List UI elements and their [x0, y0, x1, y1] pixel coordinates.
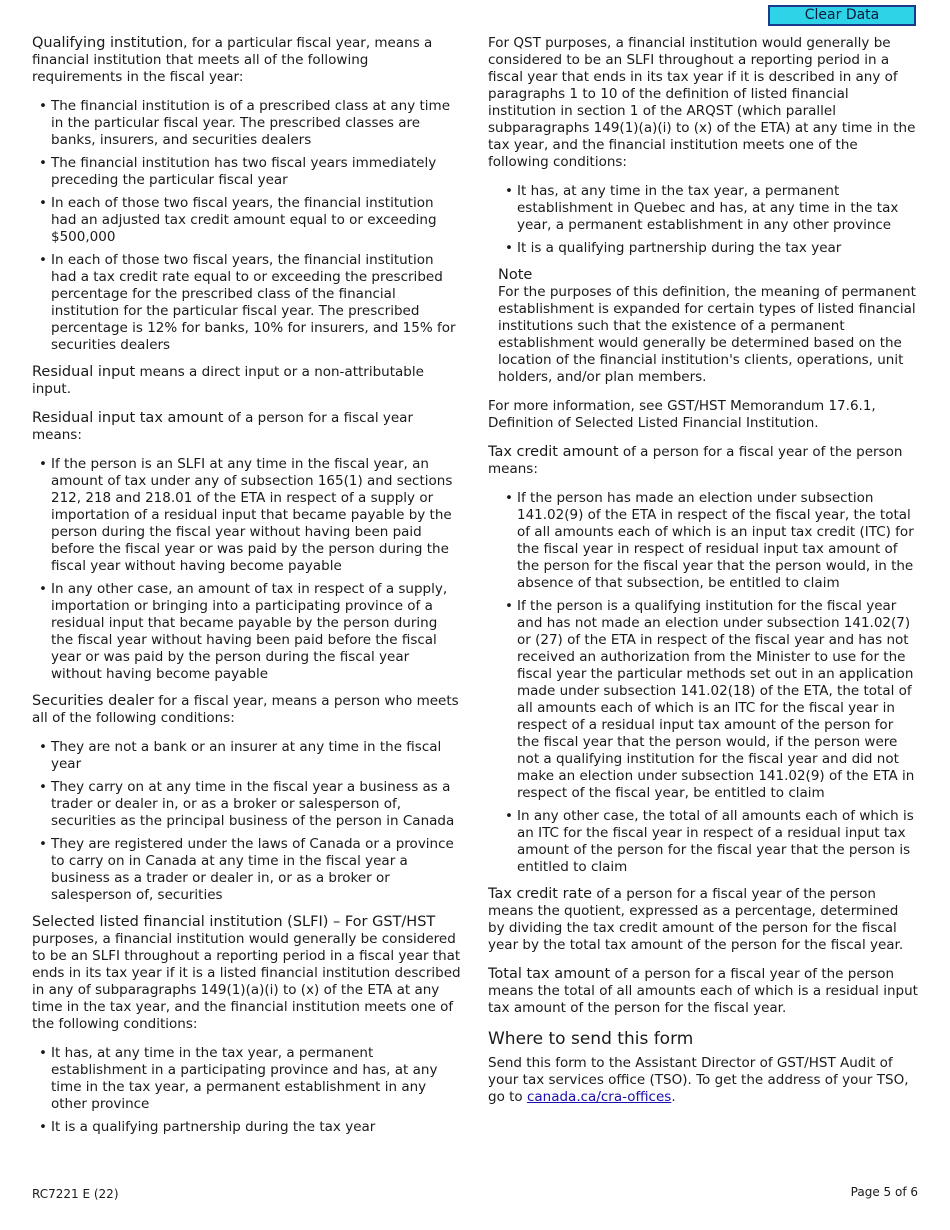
- term: Residual input: [32, 364, 136, 380]
- term: Residual input tax amount: [32, 410, 224, 426]
- list-item: • If the person is a qualifying institution for the fiscal year and has not made an election under subsection 141.02(7) or (27) of the ETA in respect of the fiscal year and has not received an authorization from the Minister to use for the fiscal year the particular methods set out in an application made under subsection 141.02(18) of the ETA, the total of all amounts each of which is an ITC for the fiscal year in respect of a residual input tax amount of the person for the fiscal year that the person would, if the person were not a qualifying institution for the fiscal year and did not make an election under subsection 141.02(9) of the ETA in respect of the fiscal year, be entitled to claim: [505, 598, 915, 801]
- residual-input-tax-definition: Residual input tax amount of a person for a fiscal year means:: [32, 410, 414, 443]
- term: Securities dealer: [32, 693, 154, 709]
- term: Total tax amount: [488, 966, 611, 982]
- slfi-list: [32, 1045, 462, 1136]
- where-to-send-text: Send this form to the Assistant Director of GST/HST Audit of your tax services office (TSO). To get the address of your TSO, go to canada.ca/cra-offices.: [488, 1055, 909, 1105]
- note-text: For the purposes of this definition, the meaning of permanent establishment is expanded for certain types of listed financial institutions such that the existence of a permanent establishment would generally be determined based on the location of the financial institution's clients, operations, unit holders, and/or plan members.: [498, 284, 916, 385]
- left-column: [32, 35, 462, 1146]
- list-item: • In each of those two fiscal years, the financial institution had an adjusted tax credit amount equal to or exceeding $500,000: [39, 195, 437, 245]
- list-item: • If the person is an SLFI at any time in the fiscal year, an amount of tax under any of subsection 165(1) and sections 212, 218 and 218.01 of the ETA in respect of a supply or importation of a residual input that became payable by the person during the fiscal year without having been paid before the fiscal year or was paid by the person during the fiscal year without having become payable: [39, 456, 453, 574]
- right-column: [488, 35, 918, 1118]
- securities-dealer-list: [32, 739, 462, 904]
- list-item: • They are registered under the laws of Canada or a province to carry on in Canada at any time in the fiscal year a business as a trader or dealer in, or as a broker or salesperson of, securities: [39, 836, 454, 903]
- clear-data-button[interactable]: Clear Data: [768, 5, 916, 26]
- list-item: • It has, at any time in the tax year, a permanent establishment in a participating province and has, at any time in the tax year, a permanent establishment in any other province: [39, 1045, 438, 1112]
- list-item: • In any other case, an amount of tax in respect of a supply, importation or bringing into a participating province of a residual input that became payable by the person during the fiscal year without having been paid before the fiscal year or was paid by the person during the fiscal year without having become payable: [39, 581, 448, 682]
- tax-credit-amount-definition: Tax credit amount of a person for a fiscal year of the person means:: [488, 444, 903, 477]
- slfi-definition: Selected listed financial institution (SLFI) – For GST/HST purposes, a financial institution would generally be considered to be an SLFI throughout a reporting period in a fiscal year that ends in its tax year if it is a listed financial institution described in any of subparagraphs 149(1)(a)(i) to (x) of the ETA at any time in the tax year, and the financial institution meets one of the following conditions:: [32, 914, 461, 1032]
- tax-credit-amount-list: [488, 490, 918, 876]
- list-item: • They carry on at any time in the fiscal year a business as a trader or dealer in, or as a broker or salesperson of, securities as the principal business of the person in Canada: [39, 779, 455, 829]
- where-to-send-heading: Where to send this form: [488, 1029, 694, 1049]
- securities-dealer-definition: Securities dealer for a fiscal year, means a person who meets all of the following conditions:: [32, 693, 459, 726]
- form-id: RC7221 E (22): [32, 1187, 119, 1201]
- list-item: • The financial institution is of a prescribed class at any time in the particular fiscal year. The prescribed classes are banks, insurers, and securities dealers: [39, 98, 450, 148]
- term: Selected listed financial institution (SLFI) – For GST/HST: [32, 914, 436, 930]
- residual-input-definition: Residual input means a direct input or a non-attributable input.: [32, 364, 424, 397]
- page-number: Page 5 of 6: [850, 1185, 918, 1199]
- list-item: • It is a qualifying partnership during the tax year: [39, 1119, 376, 1135]
- list-item: • It has, at any time in the tax year, a permanent establishment in Quebec and has, at any time in the tax year, a permanent establishment in any other province: [505, 183, 899, 233]
- list-item: • If the person has made an election under subsection 141.02(9) of the ETA in respect of the fiscal year, the total of all amounts each of which is an input tax credit (ITC) for the fiscal year in respect of residual input tax amount of the person for the fiscal year that the person would, in the absence of that subsection, be entitled to claim: [505, 490, 914, 591]
- list-item: • They are not a bank or an insurer at any time in the fiscal year: [39, 739, 442, 772]
- qst-paragraph: For QST purposes, a financial institution would generally be considered to be an SLFI throughout a reporting period in a fiscal year that ends in its tax year if it is described in any of paragraphs 1 to 10 of the definition of listed financial institution in section 1 of the ARQST (which parallel subparagraphs 149(1)(a)(i) to (x) of the ETA) at any time in the tax year, and the financial institution meets one of the following conditions:: [488, 35, 916, 170]
- residual-input-tax-list: [32, 456, 462, 683]
- list-item: • The financial institution has two fiscal years immediately preceding the particular fiscal year: [39, 155, 437, 188]
- term: Qualifying institution: [32, 35, 184, 51]
- list-item: • It is a qualifying partnership during the tax year: [505, 240, 842, 256]
- more-info-paragraph: For more information, see GST/HST Memorandum 17.6.1, Definition of Selected Listed Financial Institution.: [488, 398, 876, 431]
- list-item: • In any other case, the total of all amounts each of which is an ITC for the fiscal year in respect of a residual input tax amount of the person for the fiscal year that the person is entitled to claim: [505, 808, 914, 875]
- term: Tax credit amount: [488, 444, 619, 460]
- list-item: • In each of those two fiscal years, the financial institution had a tax credit rate equal to or exceeding the prescribed percentage for the prescribed class of the financial institution for the particular fiscal year. The prescribed percentage is 12% for banks, 10% for insurers, and 15% for securities dealers: [39, 252, 456, 353]
- term: Tax credit rate: [488, 886, 593, 902]
- note-title: Note: [498, 267, 533, 283]
- qualifying-institution-definition: Qualifying institution, for a particular fiscal year, means a financial institution that meets all of the following requirements in the fiscal year:: [32, 35, 433, 85]
- tax-credit-rate-definition: Tax credit rate of a person for a fiscal year of the person means the quotient, expressed as a percentage, determined by dividing the tax credit amount of the person for the fiscal year by the total tax amount of the person for the fiscal year.: [488, 886, 904, 953]
- qualifying-institution-list: [32, 98, 462, 354]
- note-block: [488, 267, 918, 386]
- cra-offices-link[interactable]: canada.ca/cra-offices: [526, 1089, 672, 1105]
- qst-list: [488, 183, 918, 257]
- total-tax-amount-definition: Total tax amount of a person for a fiscal year of the person means the total of all amounts each of which is a residual input tax amount of the person for the fiscal year.: [488, 966, 918, 1016]
